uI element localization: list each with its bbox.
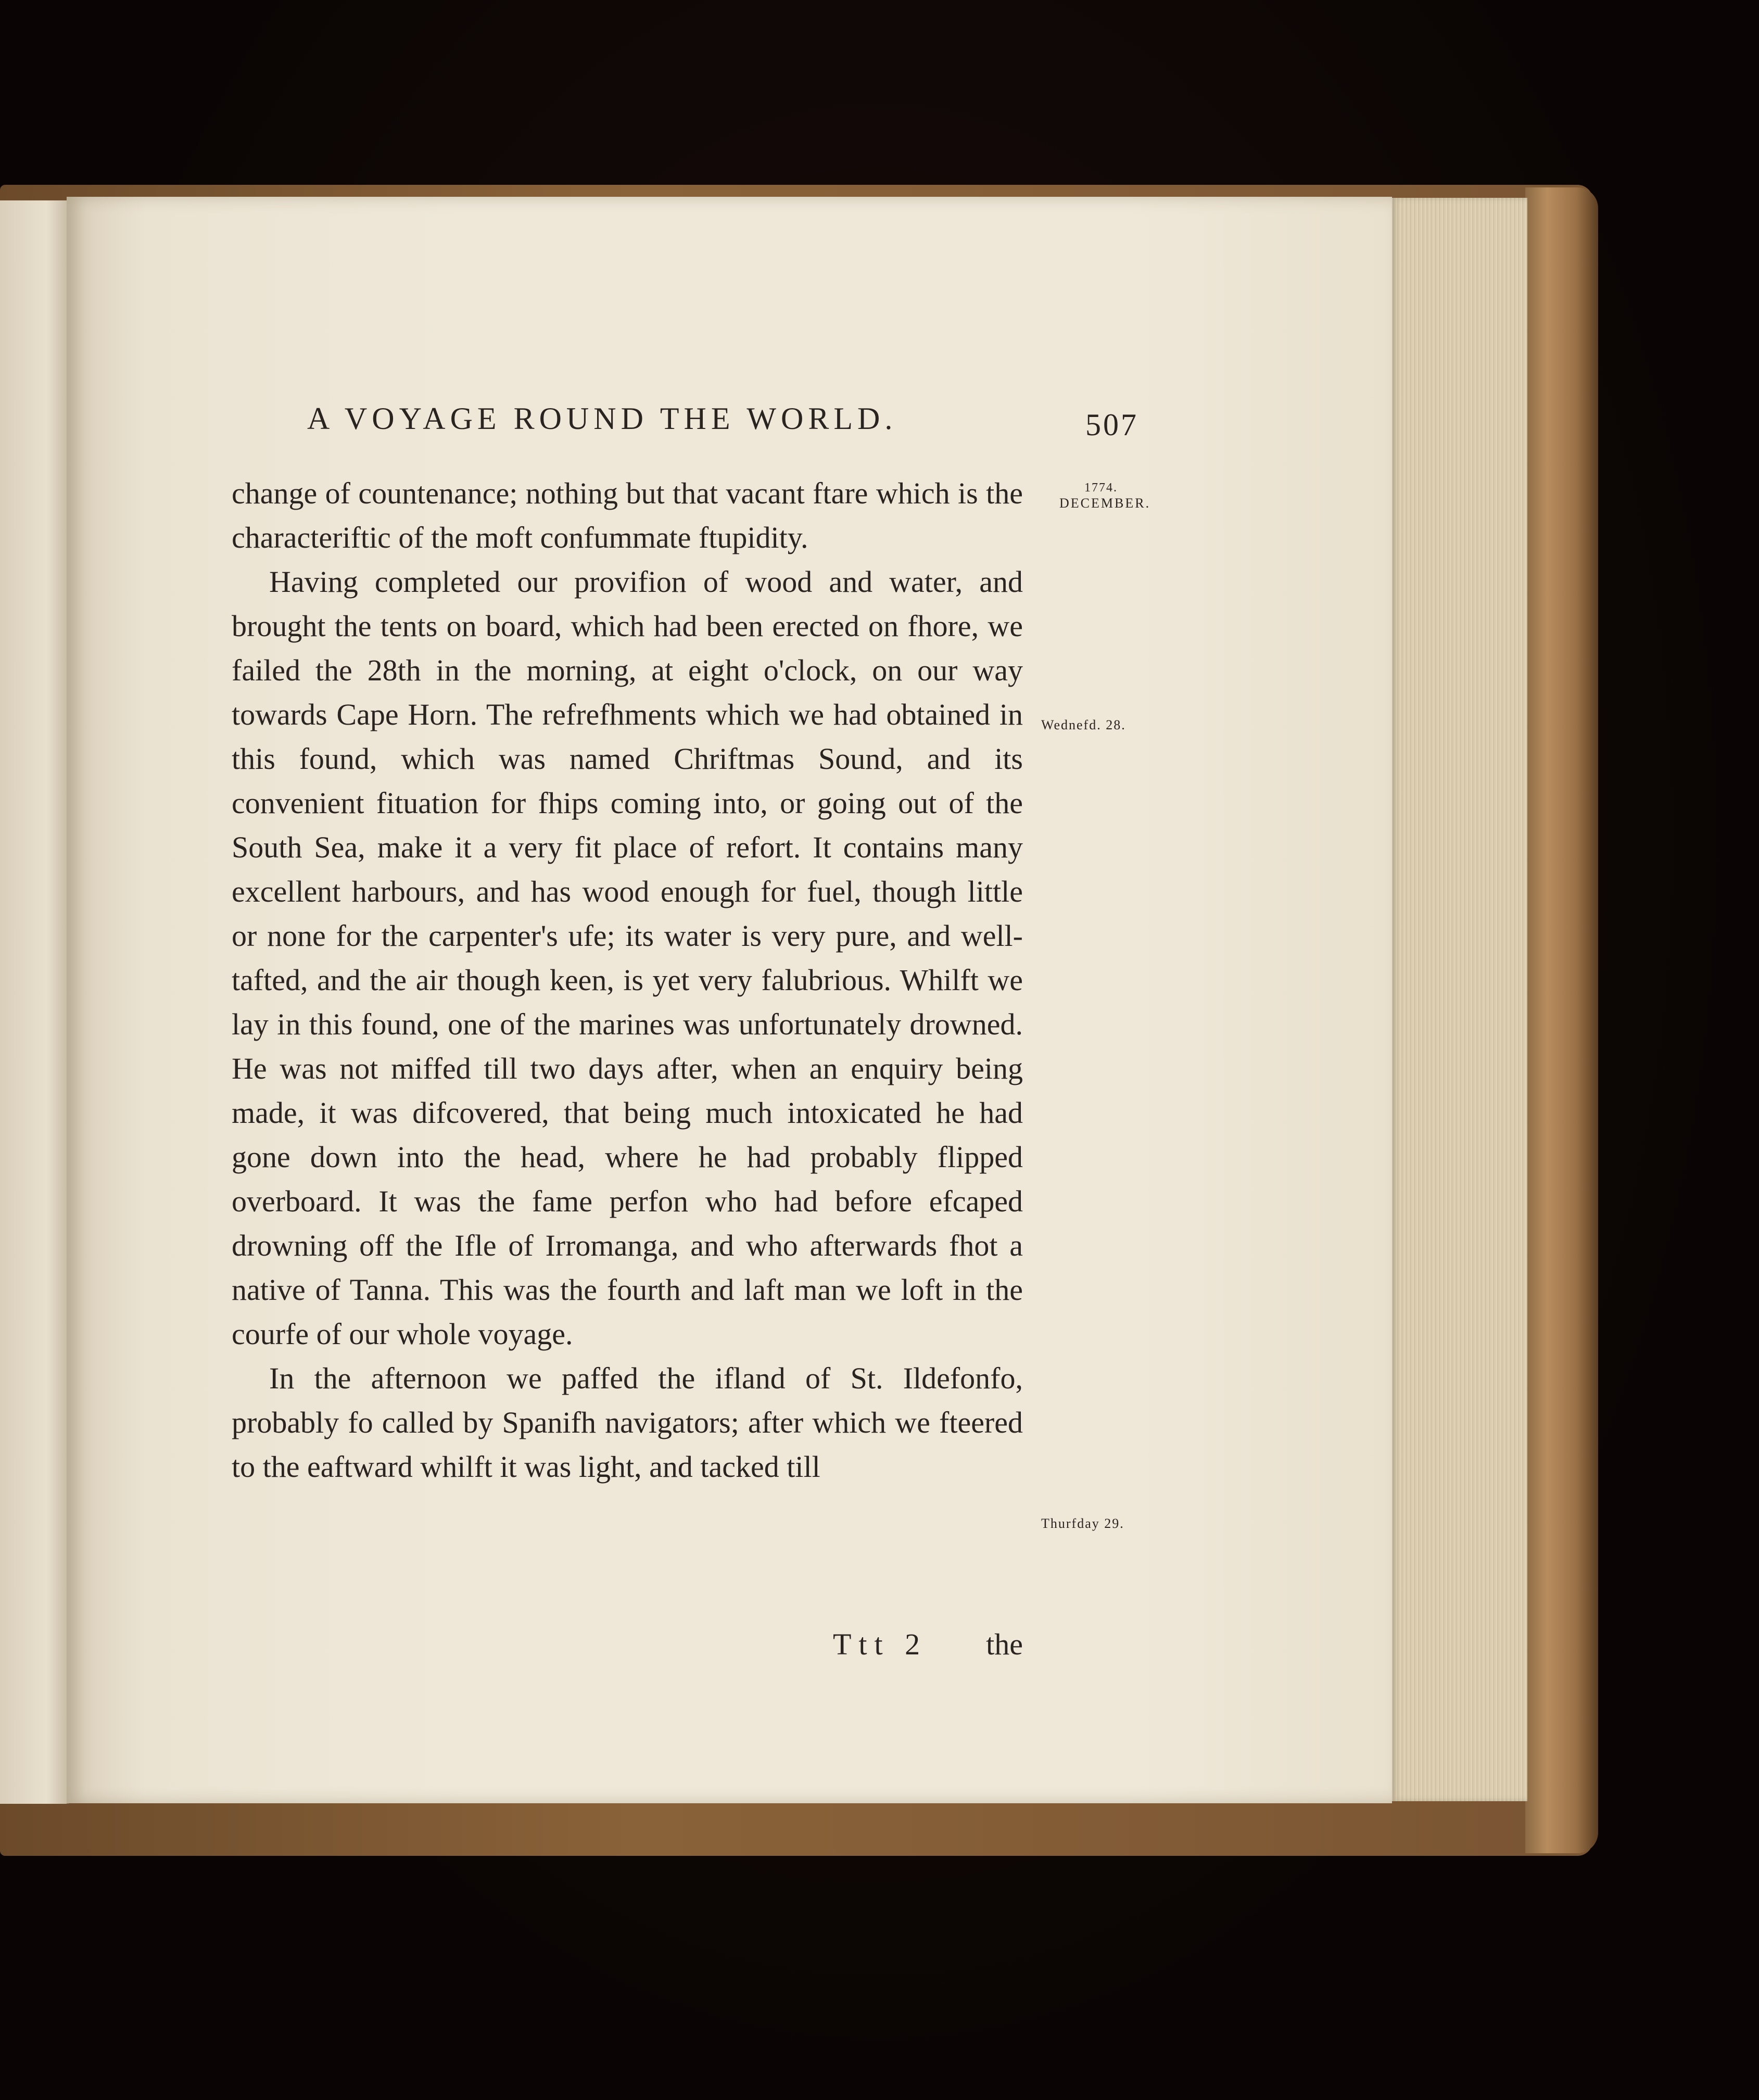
margin-month: DECEMBER. bbox=[1059, 496, 1151, 511]
paragraph: change of countenance; nothing but that vacant ftare which is the characteriftic of the moft confummate ftupidity. bbox=[232, 476, 1023, 554]
margin-note-wednesday: Wednefd. 28. bbox=[1041, 717, 1126, 732]
paragraph: In the afternoon we paffed the ifland of St. Ildefonfo, probably fo called by Spanifh navigators; after which we fteered to the eaftward whilft it was light, and tacked till bbox=[232, 1361, 1023, 1484]
margin-year: 1774. bbox=[1084, 481, 1118, 495]
verso-page-edge bbox=[0, 200, 69, 1804]
page-block-edges bbox=[1391, 198, 1527, 1801]
margin-note-thursday: Thurfday 29. bbox=[1041, 1516, 1124, 1531]
running-head: A VOYAGE ROUND THE WORLD. bbox=[307, 401, 897, 436]
body-text bbox=[232, 471, 1023, 1489]
paragraph: Having completed our provifion of wood and water, and brought the tents on board, which had been erected on fhore, we failed the 28th in the morning, at eight o'clock, on our way towards Cape Horn. The refrefhments which we had obtained in this found, which was named Chriftmas Sound, and its convenient fituation for fhips coming into, or going out of the South Sea, make it a very fit place of refort. It contains many excellent harbours, and has wood enough for fuel, though little or none for the carpenter's ufe; its water is very pure, and well-tafted, and the air though keen, is yet very falubrious. Whilft we lay in this found, one of the marines was unfortunately drowned. He was not miffed till two days after, when an enquiry being made, it was difcovered, that being much intoxicated he had gone down into the head, where he had probably flipped overboard. It was the fame perfon who had before efcaped drowning off the Ifle of Irromanga, and who afterwards fhot a native of Tanna. This was the fourth and laft man we loft in the courfe of our whole voyage. bbox=[232, 565, 1023, 1351]
signature-mark: Ttt 2 bbox=[833, 1627, 928, 1661]
page-footer bbox=[232, 1627, 1023, 1671]
book-cover-edge bbox=[1525, 187, 1598, 1853]
catchword: the bbox=[986, 1627, 1023, 1661]
page-number: 507 bbox=[1085, 408, 1138, 442]
margin-date-note bbox=[1059, 480, 1151, 511]
